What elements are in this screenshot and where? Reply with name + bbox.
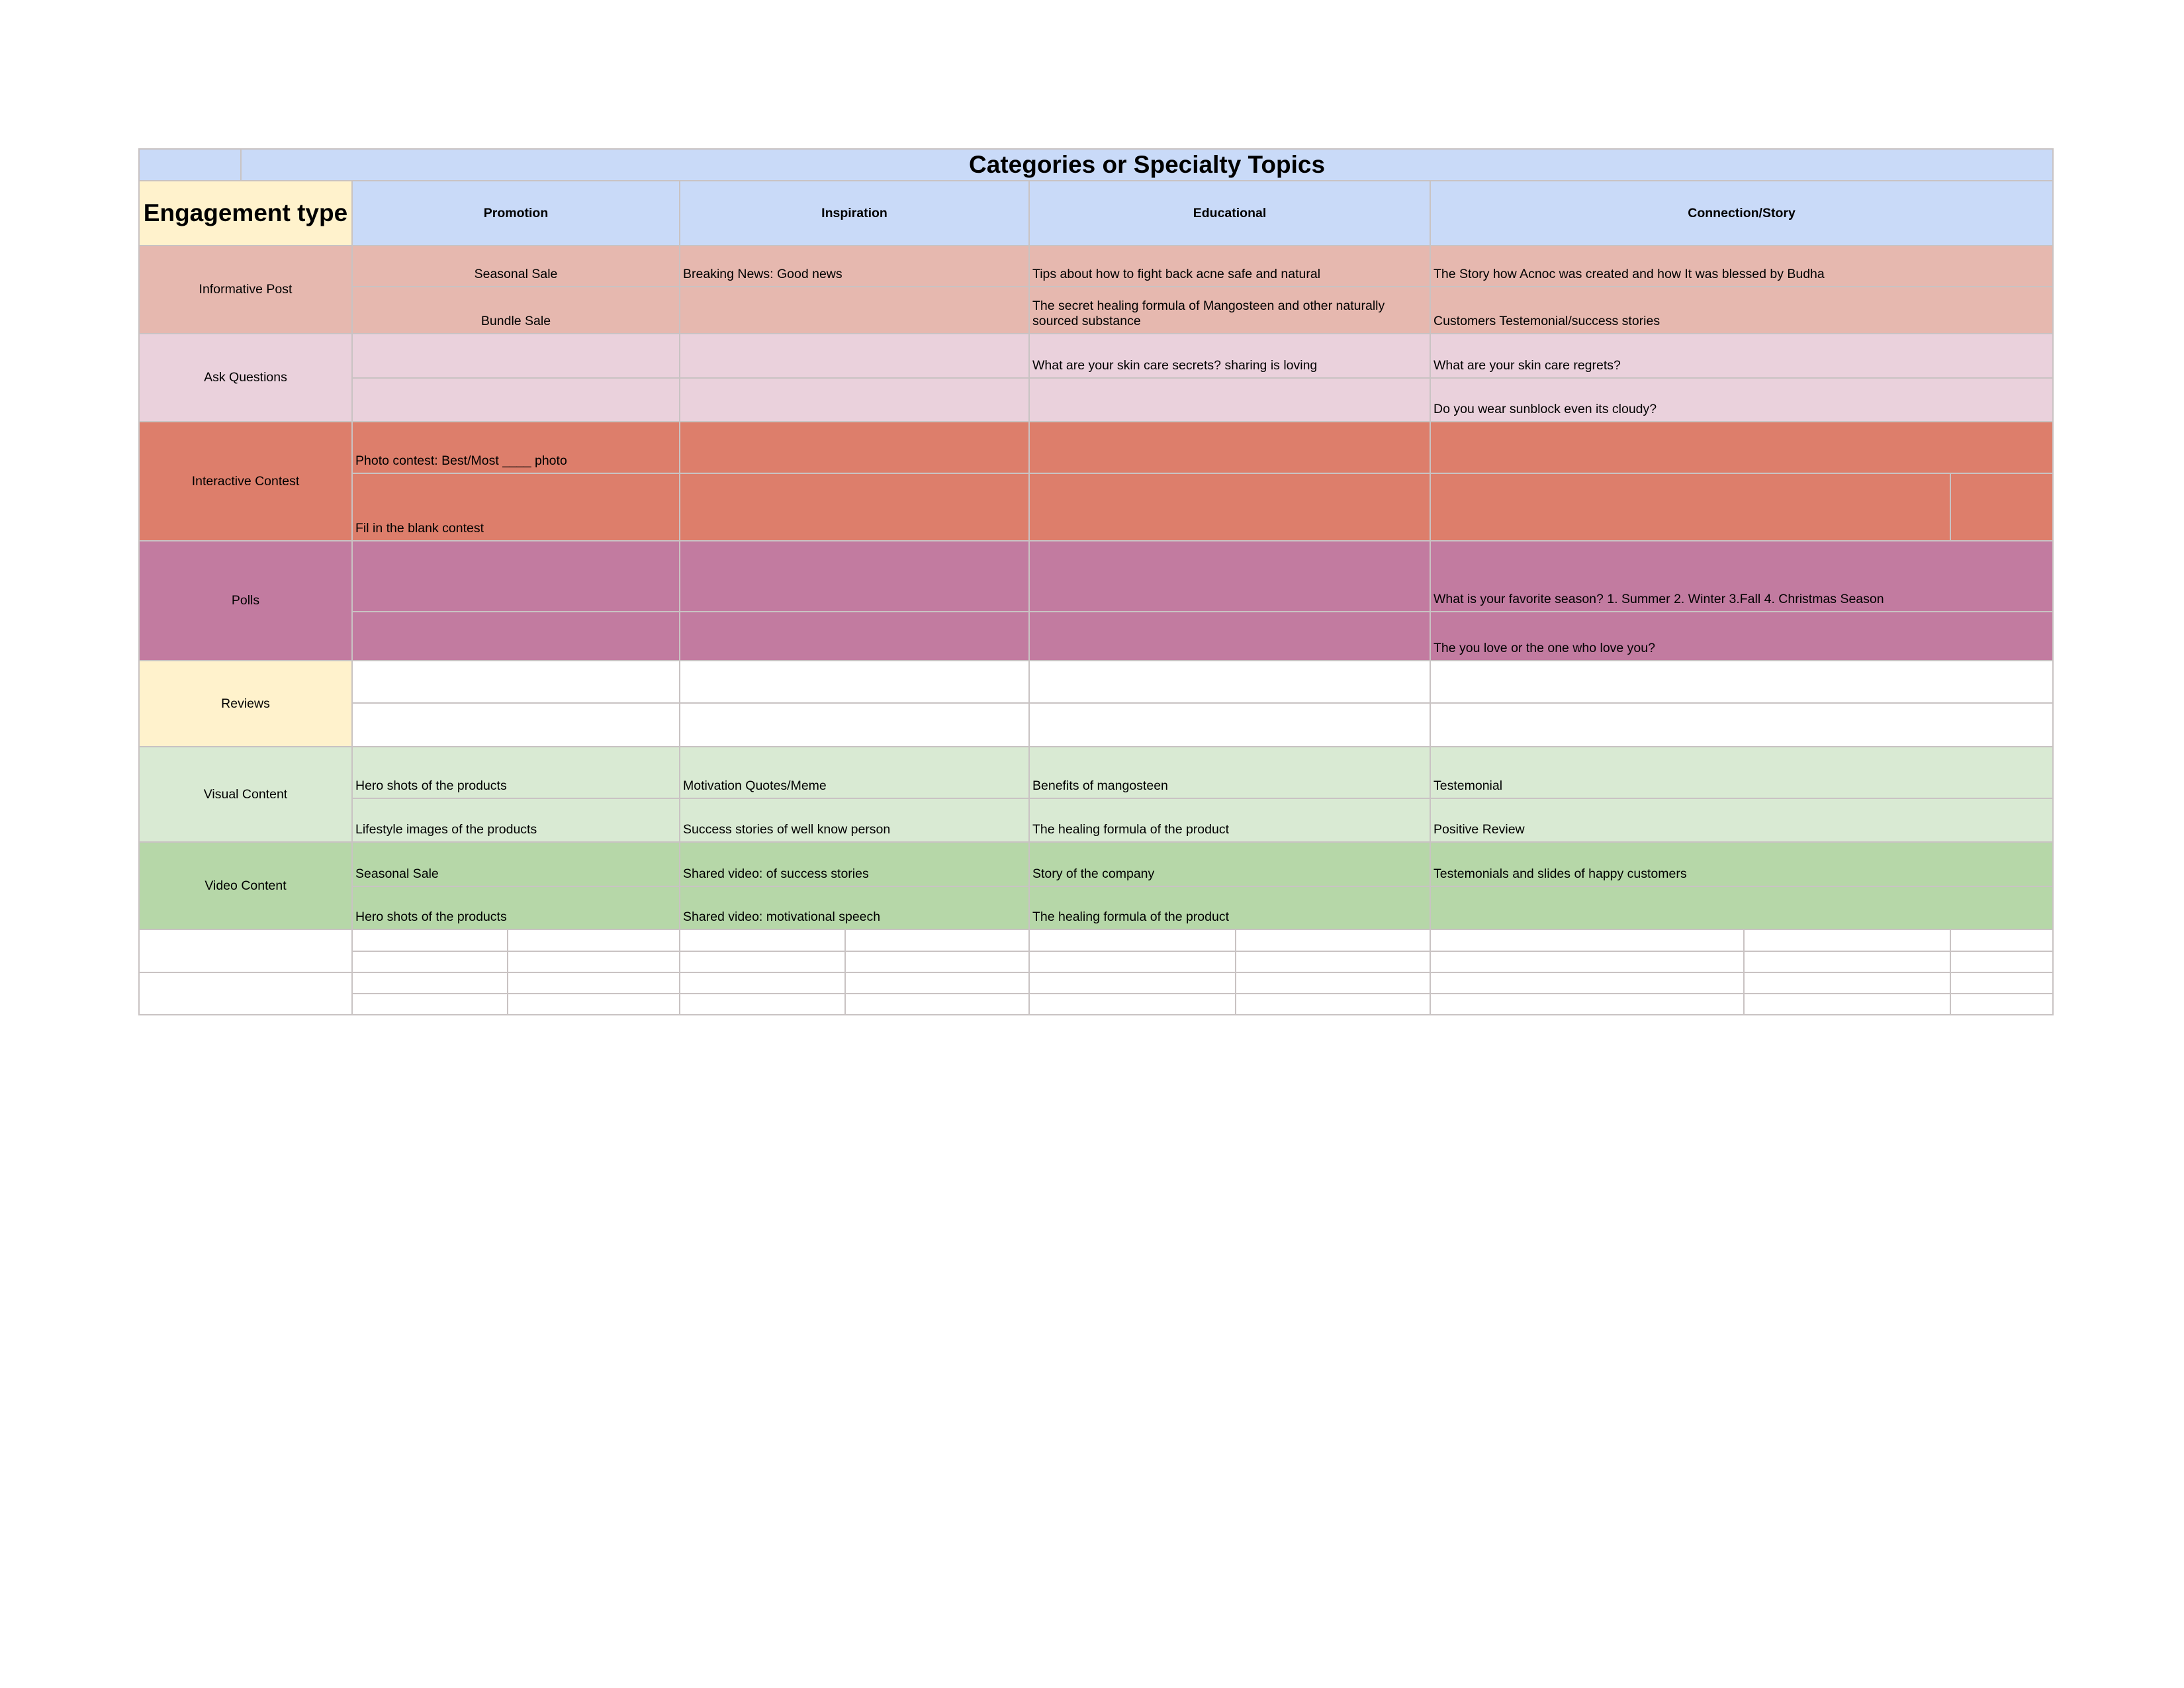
contest-inspiration-1[interactable] (680, 422, 1029, 473)
contest-inspiration-2[interactable] (680, 473, 1029, 541)
column-header-connection-story[interactable]: Connection/Story (1430, 181, 2053, 246)
visual-promotion-1[interactable]: Hero shots of the products (352, 747, 680, 798)
empty-cell[interactable] (1430, 951, 1744, 972)
polls-inspiration-2[interactable] (680, 612, 1029, 661)
sheet-title[interactable]: Categories or Specialty Topics (241, 149, 2053, 181)
empty-cell[interactable] (680, 951, 845, 972)
empty-cell[interactable] (352, 929, 508, 951)
title-corner-cell[interactable] (139, 149, 241, 181)
contest-extra-cell[interactable] (1950, 473, 2053, 541)
informative-educational-1[interactable]: Tips about how to fight back acne safe and natural (1029, 246, 1430, 287)
contest-educational-2[interactable] (1029, 473, 1430, 541)
empty-cell[interactable] (1950, 929, 2053, 951)
content-calendar-table (138, 148, 2054, 1015)
ask-connection-2[interactable]: Do you wear sunblock even its cloudy? (1430, 378, 2053, 422)
visual-inspiration-1[interactable]: Motivation Quotes/Meme (680, 747, 1029, 798)
reviews-promotion-1[interactable] (352, 661, 680, 703)
reviews-connection-2[interactable] (1430, 703, 2053, 747)
polls-promotion-2[interactable] (352, 612, 680, 661)
informative-educational-2[interactable]: The secret healing formula of Mangosteen and other naturally sourced substance (1029, 287, 1430, 334)
empty-cell[interactable] (1430, 994, 1744, 1015)
contest-connection-1[interactable] (1430, 422, 2053, 473)
empty-cell[interactable] (1029, 972, 1236, 994)
visual-educational-1[interactable]: Benefits of mangosteen (1029, 747, 1430, 798)
polls-inspiration-1[interactable] (680, 541, 1029, 612)
ask-promotion-1[interactable] (352, 334, 680, 378)
informative-connection-2[interactable]: Customers Testemonial/success stories (1430, 287, 2053, 334)
empty-cell[interactable] (1744, 972, 1950, 994)
informative-inspiration-2[interactable] (680, 287, 1029, 334)
visual-connection-2[interactable]: Positive Review (1430, 798, 2053, 842)
polls-educational-1[interactable] (1029, 541, 1430, 612)
empty-cell[interactable] (680, 972, 845, 994)
empty-cell[interactable] (352, 994, 508, 1015)
empty-cell[interactable] (1236, 994, 1430, 1015)
empty-cell[interactable] (680, 929, 845, 951)
reviews-educational-2[interactable] (1029, 703, 1430, 747)
reviews-promotion-2[interactable] (352, 703, 680, 747)
row-label-polls[interactable]: Polls (139, 541, 352, 661)
polls-connection-1[interactable]: What is your favorite season? 1. Summer 2. Winter 3.Fall 4. Christmas Season (1430, 541, 2053, 612)
video-inspiration-1[interactable]: Shared video: of success stories (680, 842, 1029, 886)
video-educational-2[interactable]: The healing formula of the product (1029, 886, 1430, 929)
video-promotion-1[interactable]: Seasonal Sale (352, 842, 680, 886)
row-label-interactive-contest[interactable]: Interactive Contest (139, 422, 352, 541)
column-header-educational[interactable]: Educational (1029, 181, 1430, 246)
engagement-type-header[interactable]: Engagement type (139, 181, 352, 246)
column-header-inspiration[interactable]: Inspiration (680, 181, 1029, 246)
visual-promotion-2[interactable]: Lifestyle images of the products (352, 798, 680, 842)
empty-cell[interactable] (1430, 929, 1744, 951)
empty-cell[interactable] (508, 972, 680, 994)
empty-cell[interactable] (845, 951, 1029, 972)
ask-inspiration-2[interactable] (680, 378, 1029, 422)
reviews-inspiration-1[interactable] (680, 661, 1029, 703)
empty-label-cell[interactable] (139, 929, 352, 972)
empty-cell[interactable] (1950, 951, 2053, 972)
row-label-informative-post[interactable]: Informative Post (139, 246, 352, 334)
empty-cell[interactable] (508, 951, 680, 972)
polls-promotion-1[interactable] (352, 541, 680, 612)
empty-cell[interactable] (1950, 994, 2053, 1015)
visual-educational-2[interactable]: The healing formula of the product (1029, 798, 1430, 842)
informative-inspiration-1[interactable]: Breaking News: Good news (680, 246, 1029, 287)
empty-cell[interactable] (1236, 972, 1430, 994)
empty-cell[interactable] (1950, 972, 2053, 994)
empty-cell[interactable] (845, 929, 1029, 951)
empty-cell[interactable] (352, 972, 508, 994)
empty-label-cell[interactable] (139, 972, 352, 1015)
row-label-visual-content[interactable]: Visual Content (139, 747, 352, 842)
row-label-ask-questions[interactable]: Ask Questions (139, 334, 352, 422)
ask-connection-1[interactable]: What are your skin care regrets? (1430, 334, 2053, 378)
empty-cell[interactable] (1744, 994, 1950, 1015)
polls-educational-2[interactable] (1029, 612, 1430, 661)
empty-cell[interactable] (1029, 951, 1236, 972)
empty-cell[interactable] (508, 994, 680, 1015)
ask-promotion-2[interactable] (352, 378, 680, 422)
empty-cell[interactable] (680, 994, 845, 1015)
row-label-reviews[interactable]: Reviews (139, 661, 352, 747)
contest-promotion-2[interactable]: Fil in the blank contest (352, 473, 680, 541)
video-promotion-2[interactable]: Hero shots of the products (352, 886, 680, 929)
empty-cell[interactable] (508, 929, 680, 951)
ask-educational-1[interactable]: What are your skin care secrets? sharing is loving (1029, 334, 1430, 378)
ask-educational-2[interactable] (1029, 378, 1430, 422)
empty-cell[interactable] (1236, 951, 1430, 972)
row-label-video-content[interactable]: Video Content (139, 842, 352, 929)
empty-cell[interactable] (845, 972, 1029, 994)
contest-educational-1[interactable] (1029, 422, 1430, 473)
empty-cell[interactable] (1029, 994, 1236, 1015)
video-connection-1[interactable]: Testemonials and slides of happy customers (1430, 842, 2053, 886)
informative-connection-1[interactable]: The Story how Acnoc was created and how It was blessed by Budha (1430, 246, 2053, 287)
reviews-inspiration-2[interactable] (680, 703, 1029, 747)
empty-cell[interactable] (1029, 929, 1236, 951)
ask-inspiration-1[interactable] (680, 334, 1029, 378)
contest-connection-2[interactable] (1430, 473, 1950, 541)
informative-promotion-2[interactable]: Bundle Sale (352, 287, 680, 334)
empty-cell[interactable] (1236, 929, 1430, 951)
video-connection-2[interactable] (1430, 886, 2053, 929)
empty-cell[interactable] (1744, 929, 1950, 951)
video-educational-1[interactable]: Story of the company (1029, 842, 1430, 886)
empty-cell[interactable] (352, 951, 508, 972)
visual-connection-1[interactable]: Testemonial (1430, 747, 2053, 798)
reviews-educational-1[interactable] (1029, 661, 1430, 703)
empty-cell[interactable] (1430, 972, 1744, 994)
polls-connection-2[interactable]: The you love or the one who love you? (1430, 612, 2053, 661)
column-header-promotion[interactable]: Promotion (352, 181, 680, 246)
empty-cell[interactable] (1744, 951, 1950, 972)
visual-inspiration-2[interactable]: Success stories of well know person (680, 798, 1029, 842)
reviews-connection-1[interactable] (1430, 661, 2053, 703)
contest-promotion-1[interactable]: Photo contest: Best/Most ____ photo (352, 422, 680, 473)
informative-promotion-1[interactable]: Seasonal Sale (352, 246, 680, 287)
empty-cell[interactable] (845, 994, 1029, 1015)
video-inspiration-2[interactable]: Shared video: motivational speech (680, 886, 1029, 929)
